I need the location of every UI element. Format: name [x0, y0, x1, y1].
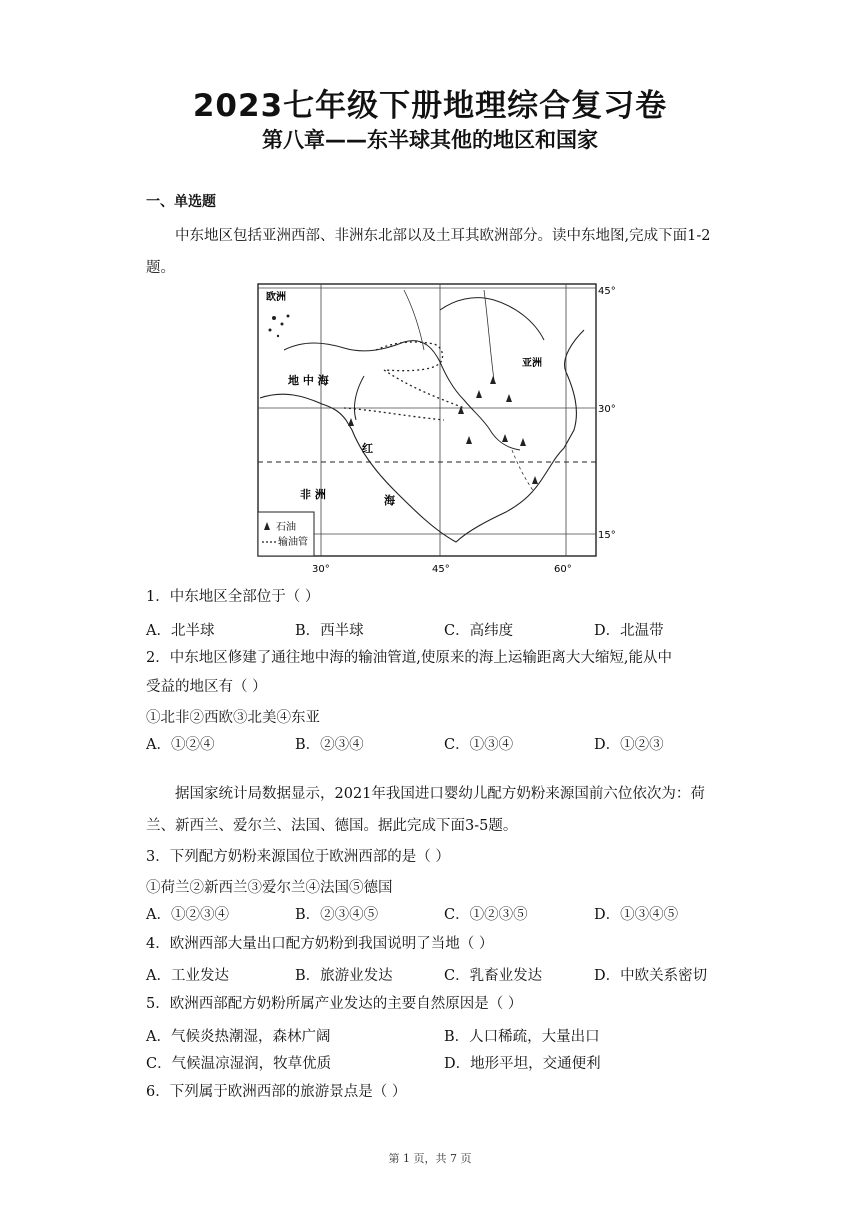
- q5-option-c: C．气候温凉湿润，牧草优质: [146, 1056, 332, 1072]
- page-title: 2023七年级下册地理综合复习卷: [192, 88, 668, 124]
- q2-stem-2: 受益的地区有（ ）: [146, 679, 267, 695]
- middle-east-map: [244, 280, 624, 580]
- q5-option-b: B．人口稀疏，大量出口: [444, 1029, 600, 1045]
- q2-option-b: B．②③④: [295, 737, 364, 753]
- lon-60: 60°: [554, 564, 572, 575]
- q5-stem: 5．欧洲西部配方奶粉所属产业发达的主要自然原因是（ ）: [146, 996, 523, 1012]
- lat-15: 15°: [598, 530, 616, 541]
- q1-option-c: C．高纬度: [444, 623, 514, 639]
- map-label-africa: 非 洲: [300, 488, 326, 501]
- q1-option-b: B．西半球: [295, 623, 364, 639]
- map-label-asia: 亚洲: [522, 358, 542, 369]
- q3-option-b: B．②③④⑤: [295, 907, 379, 923]
- q5-option-a: A．气候炎热潮湿，森林广阔: [146, 1029, 331, 1045]
- q3-option-d: D．①③④⑤: [594, 907, 679, 923]
- map-label-europe: 欧洲: [266, 292, 286, 303]
- q1-stem: 1．中东地区全部位于（ ）: [146, 589, 320, 605]
- section-heading: 一、单选题: [146, 194, 216, 210]
- q3-option-c: C．①②③⑤: [444, 907, 528, 923]
- intro-paragraph-2: 据国家统计局数据显示，2021年我国进口婴幼儿配方奶粉来源国前六位依次为：荷兰、新西兰、爱尔兰、法国、德国。据此完成下面3-5题。: [146, 786, 705, 834]
- q1-option-d: D．北温带: [594, 623, 664, 639]
- q4-option-c: C．乳畜业发达: [444, 968, 543, 984]
- q2-option-a: A．①②④: [146, 737, 215, 753]
- intro-paragraph-1: 中东地区包括亚洲西部、非洲东北部以及土耳其欧洲部分。读中东地图,完成下面1-2题。: [146, 228, 711, 276]
- q4-option-a: A．工业发达: [146, 968, 229, 984]
- legend-oil: 石油: [276, 522, 296, 533]
- legend-pipeline: 输油管: [278, 537, 308, 548]
- lat-30: 30°: [598, 404, 616, 415]
- q2-items: ①北非②西欧③北美④东亚: [146, 710, 320, 726]
- q3-stem: 3．下列配方奶粉来源国位于欧洲西部的是（ ）: [146, 849, 450, 865]
- q2-option-c: C．①③④: [444, 737, 514, 753]
- map-label-red: 红: [362, 442, 373, 455]
- q2-option-d: D．①②③: [594, 737, 664, 753]
- q4-option-b: B．旅游业发达: [295, 968, 393, 984]
- q4-option-d: D．中欧关系密切: [594, 968, 708, 984]
- lat-45: 45°: [598, 286, 616, 297]
- q2-stem-1: 2．中东地区修建了通往地中海的输油管道,使原来的海上运输距离大大缩短,能从中: [146, 650, 672, 666]
- q3-items: ①荷兰②新西兰③爱尔兰④法国⑤德国: [146, 880, 393, 896]
- q4-stem: 4．欧洲西部大量出口配方奶粉到我国说明了当地（ ）: [146, 936, 494, 952]
- page-subtitle: 第八章——东半球其他的地区和国家: [262, 128, 598, 152]
- q6-stem: 6．下列属于欧洲西部的旅游景点是（ ）: [146, 1084, 407, 1100]
- lon-45: 45°: [432, 564, 450, 575]
- q1-option-a: A．北半球: [146, 623, 215, 639]
- map-label-mediterranean: 地 中 海: [288, 374, 329, 387]
- lon-30: 30°: [312, 564, 330, 575]
- q3-option-a: A．①②③④: [146, 907, 229, 923]
- q5-option-d: D．地形平坦，交通便利: [444, 1056, 601, 1072]
- map-label-sea: 海: [384, 494, 395, 507]
- page-footer: 第 1 页，共 7 页: [388, 1152, 472, 1165]
